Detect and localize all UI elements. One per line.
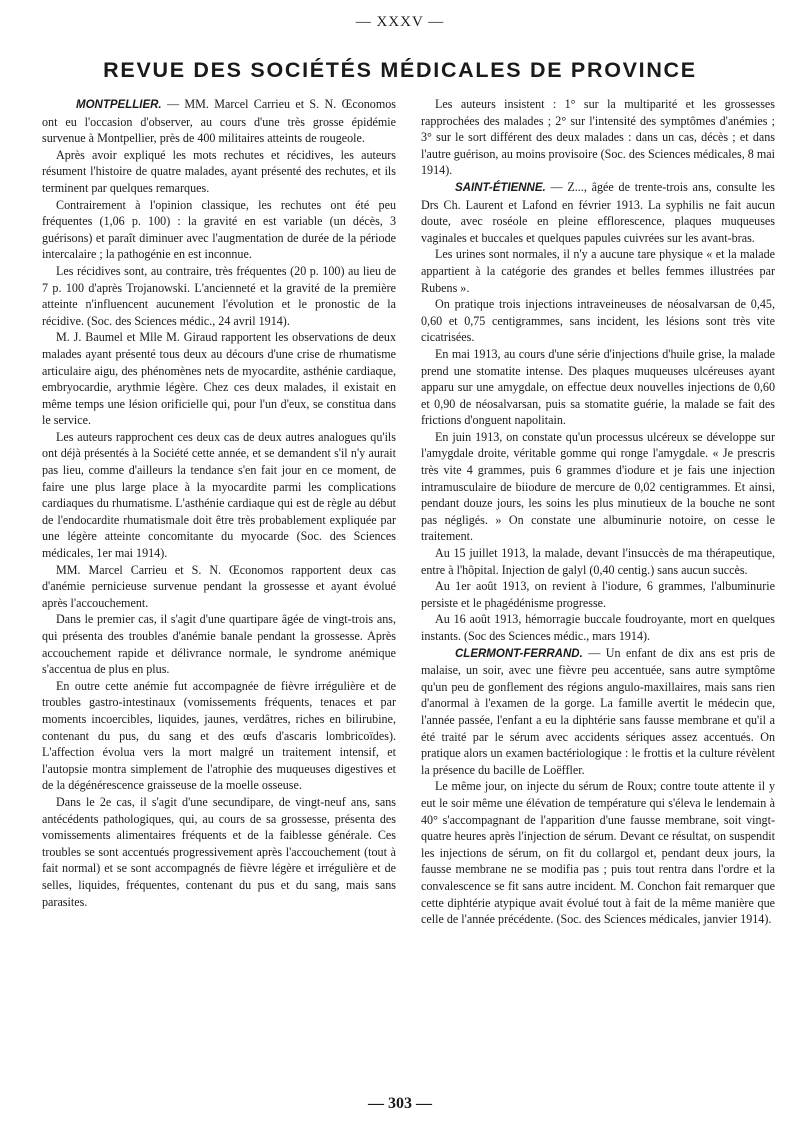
paragraph-text: Dans le 2e cas, il s'agit d'une secundipare, de vingt-neuf ans, sans antécédents pathologiques, qui, au cours de sa grossesse, présenta des vomissements alimentaires fréquents et de la faiblesse générale. Ces troubles se sont accentués progressivement après l'accouchement (tout à fait normal) et se sont accompagnés de fièvre légère et irrégulière et de selles, liquides, fréquentes, contenant du pus et du sang, mais sans parasites. <box>42 794 396 909</box>
left-paragraph <box>42 96 396 147</box>
right-paragraph <box>421 645 775 779</box>
right-paragraph <box>421 429 775 545</box>
right-paragraph <box>421 346 775 429</box>
left-paragraph <box>42 197 396 263</box>
left-paragraph <box>42 794 396 910</box>
paragraph-text: Le même jour, on injecte du sérum de Roux; contre toute attente il y eut le soir même une élévation de température qui s'éleva le lendemain à 40° s'accompagnant de l'apparition d'une fausse membrane, soit vingt-quatre heures après l'injection de sérum. Devant ce résultat, on suspendit les injections de sérum, on fit du collargol et, pendant deux jours, la fausse membrane ne se modifia pas ; puis tout rentra dans l'ordre et la convalescence se fit sans autre incident. M. Conchon fait remarquer que cette diphtérie atypique avait évolué tout à fait de la même manière que celle de l'année précédente. (Soc. des Sciences médicales, janvier 1914). <box>421 779 775 927</box>
left-paragraph <box>42 263 396 329</box>
page-roman-number: — XXXV — <box>355 14 445 30</box>
paragraph-text: Après avoir expliqué les mots rechutes et récidives, les auteurs résument l'histoire de quatre malades, ayant présenté des rechutes, et ils terminent par quelques remarques. <box>42 147 396 195</box>
paragraph-text: Les urines sont normales, il n'y a aucune tare physique « et la malade appartient à la catégorie des grandes et belles femmes illustrées par Rubens ». <box>421 247 775 295</box>
page-folio: — 303 — <box>368 1095 432 1112</box>
paragraph-text: Au 15 juillet 1913, la malade, devant l'insuccès de ma thérapeutique, entre à l'hôpital. Injection de galyl (0,40 centig.) sans aucun succès. <box>421 546 775 577</box>
paragraph-text: MM. Marcel Carrieu et S. N. Œconomos rapportent deux cas d'anémie pernicieuse survenue pendant la grossesse et ayant évolué après l'accouchement. <box>42 562 396 610</box>
paragraph-text: En outre cette anémie fut accompagnée de fièvre irrégulière et de troubles gastro-intestinaux (vomissements fréquents, tenaces et par moments incoercibles, liquides, jaunes, verdâtres, riches en bilirubine, contenant du pus, du sang et des œufs d'ascaris lombricoïdes). L'affection évolua vers la mort malgré un traitement intensif, et l'autopsie montra simplement de l'atrophie des muqueuses digestives et de la dégénérescence graisseuse de la moelle osseuse. <box>42 678 396 793</box>
city-heading: CLERMONT-FERRAND. <box>455 647 583 660</box>
paragraph-text: Les auteurs insistent : 1° sur la multiparité et les grossesses rapprochées des malades ; 2° sur l'intensité des symptômes d'anémies ; 3° sur le sort différent des deux malades : dans un cas, décès ; et dans l'autre guérison, au moins provisoire (Soc. des Sciences médicales, 8 mai 1914). <box>421 97 775 178</box>
paragraph-text: Les auteurs rapprochent ces deux cas de deux autres analogues qu'ils ont déjà présentés à la Société cette année, et se demandent s'il n'y aurait pas lieu, comme d'ailleurs la tendance s'en fait jour en ce moment, de faire une plus large place à la myocardite parmi les complications cardiaques du rhumatisme. L'asthénie cardiaque qui est de règle au début de l'endocardite rhumatismale doit être très probablement expliquée par une légère atteinte concomitante du myocarde (Soc. des Sciences médicales, 1er mai 1914). <box>42 429 396 561</box>
right-paragraph <box>421 179 775 246</box>
paragraph-text: En mai 1913, au cours d'une série d'injections d'huile grise, la malade prend une stomatite intense. Des plaques muqueuses ulcéreuses ayant apparu sur une amygdale, on effectue deux nouvelles injections de 0,60 et 0,90 de néosalvarsan, puis sa stomatite guérie, la malade se fait des frictions d'onguent napolitain. <box>421 346 775 428</box>
paragraph-text: Les récidives sont, au contraire, très fréquentes (20 p. 100) au lieu de 7 p. 100 d'après Trojanowski. L'ancienneté et la gravité de la première atteinte n'influencent aucunement l'évolution et le pronostic de la récidive. (Soc. des Sciences médic., 24 avril 1914). <box>42 263 396 328</box>
left-paragraph <box>42 147 396 197</box>
city-heading: MONTPELLIER. <box>76 99 162 111</box>
paragraph-text: Dans le premier cas, il s'agit d'une quartipare âgée de vingt-trois ans, qui présenta des troubles d'anémie banale pendant la grossesse. Après accouchement rapide et délivrance normale, le syndrome anémique s'accentua de plus en plus. <box>42 612 396 677</box>
paragraph-text: — Un enfant de dix ans est pris de malaise, un soir, avec une fièvre peu accentuée, sans autre symptôme qu'un peu de gonflement des régions angulo-maxillaires, mais sans rien d'anormal à l'examen de la gorge. La famille avertit le médecin que, l'année passée, l'enfant a eu la diphtérie sans fausse membrane et qu'il a été traité par le sérum avec accidents sériques assez accentués. On pratique alors un examen bactériologique : le frottis et la culture révèlent la présence du bacille de Loëffler. <box>421 645 775 777</box>
right-paragraph <box>421 545 775 578</box>
right-paragraph <box>421 778 775 927</box>
right-paragraph <box>421 296 775 346</box>
right-paragraph <box>421 96 775 179</box>
paragraph-text: Au 1er août 1913, on revient à l'iodure, 6 grammes, l'albuminurie persiste et le phagédénisme progresse. <box>421 579 775 610</box>
left-paragraph <box>42 678 396 794</box>
right-paragraph <box>421 578 775 611</box>
paragraph-text: On pratique trois injections intraveineuses de néosalvarsan de 0,45, 0,60 et 0,75 centigrammes, sans incident, les lésions sont très vite cicatrisées. <box>421 297 775 345</box>
city-heading: SAINT-ÉTIENNE. <box>455 181 546 194</box>
paragraph-text: Au 16 août 1913, hémorragie buccale foudroyante, mort en quelques instants. (Soc des Sciences médic., mars 1914). <box>421 612 775 643</box>
right-paragraph <box>421 611 775 644</box>
left-paragraph <box>42 329 396 429</box>
left-paragraph <box>42 562 396 612</box>
left-paragraph <box>42 429 396 562</box>
page-title: REVUE DES SOCIÉTÉS MÉDICALES DE PROVINCE <box>103 58 697 82</box>
paragraph-text: — MM. Marcel Carrieu et S. N. Œconomos ont eu l'occasion d'observer, au cours d'une très grosse épidémie survenue à Montpellier, près de 400 militaires atteints de rougeole. <box>42 97 396 146</box>
paragraph-text: — Z..., âgée de trente-trois ans, consulte les Drs Ch. Laurent et Lafond en février 1913. La syphilis ne fait aucun doute, avec roséole en pleine efflorescence, plaques muqueuses vaginales et buccales et quelques papules cuivrées sur les avant-bras. <box>421 179 775 245</box>
paragraph-text: M. J. Baumel et Mlle M. Giraud rapportent les observations de deux malades ayant présenté tous deux au décours d'une crise de rhumatisme articulaire aigu, des phénomènes nets de myocardite, asthénie cardiaque, embryocardie, arythmie légère. Chez ces deux malades, il existait en même temps une lésion orificielle qui, pour l'un d'eux, se constitua dans le service. <box>42 330 396 428</box>
left-paragraph <box>42 611 396 677</box>
right-paragraph <box>421 246 775 296</box>
paragraph-text: En juin 1913, on constate qu'un processus ulcéreux se développe sur l'amygdale droite, véritable gomme qui ronge l'amygdale. « Je prescris très vite 4 grammes, puis 6 grammes d'iodure et je fais une injection intramusculaire de biiodure de mercure de 0,02 centigrammes. Et ainsi, pendant douze jours, les soins les plus minutieux de la bouche ne sont pas négligés. » On constate une albuminurie notoire, on cesse le traitement. <box>421 429 775 544</box>
paragraph-text: Contrairement à l'opinion classique, les rechutes ont été peu fréquentes (1,06 p. 100) : la gravité en est variable (un décès, 3 guérisons) et paraît diminuer avec l'augmentation de durée de la période intercalaire ; la pathogénie en est inconnue. <box>42 197 396 262</box>
right-column <box>421 96 775 928</box>
left-column <box>42 96 396 910</box>
